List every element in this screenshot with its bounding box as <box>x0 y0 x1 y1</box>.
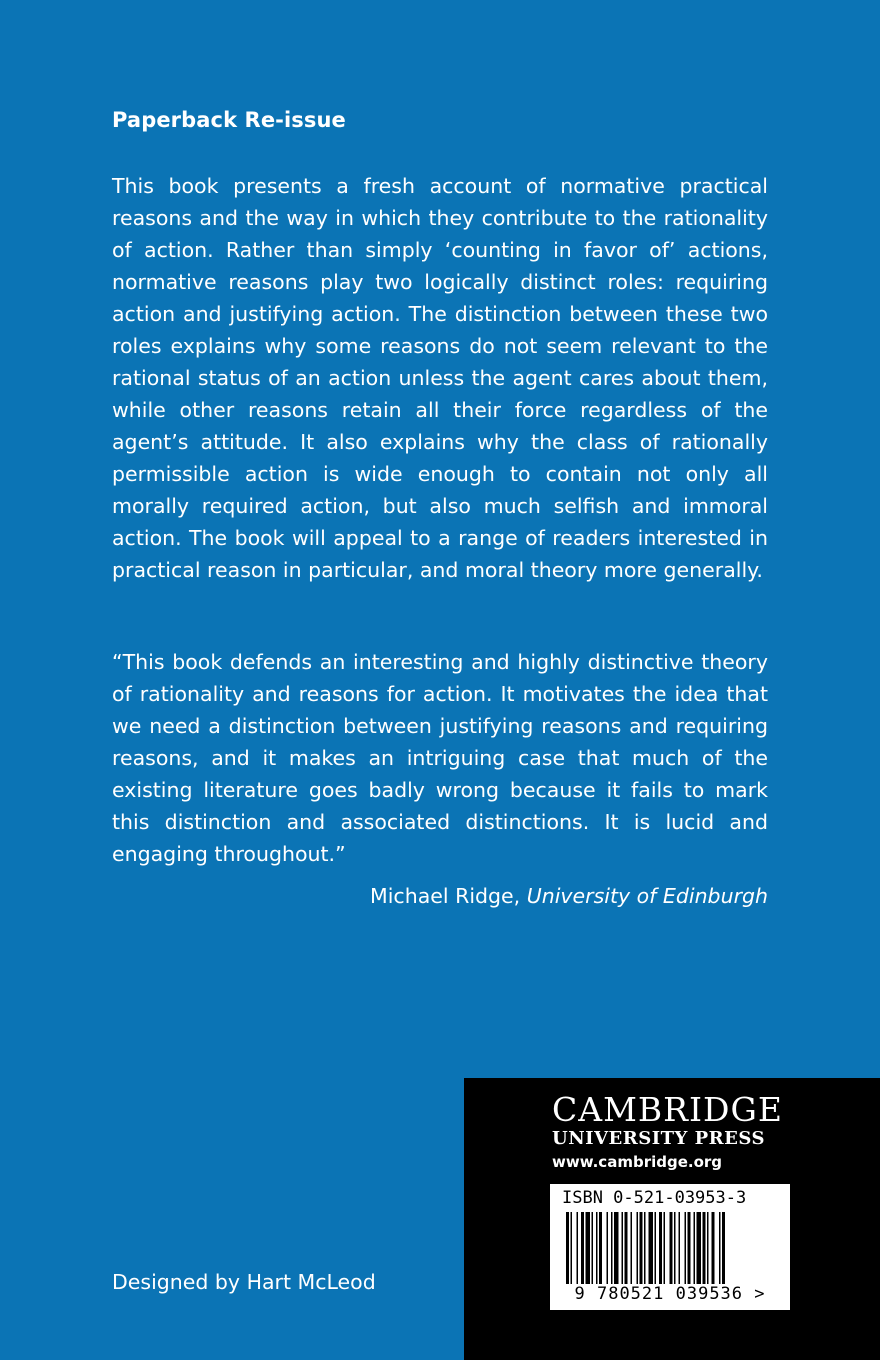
isbn-label: ISBN 0-521-03953-3 <box>562 1188 747 1208</box>
publisher-name: CAMBRIDGE <box>552 1090 783 1129</box>
publisher-block <box>464 1078 880 1360</box>
barcode-panel <box>550 1184 790 1310</box>
reviewer-name: Michael Ridge, <box>370 884 527 908</box>
publisher-subtitle: UNIVERSITY PRESS <box>552 1128 765 1149</box>
barcode-icon <box>566 1212 774 1284</box>
section-heading: Paperback Re-issue <box>112 108 346 132</box>
designer-credit: Designed by Hart McLeod <box>112 1270 376 1294</box>
book-description: This book presents a fresh account of normative practical reasons and the way in which they contribute to the rationality of action. Rather than simply ‘counting in favor of’ actions, normative reasons play two logically distinct roles: requiring action and justifying action. The distinction between these two roles explains why some reasons do not seem relevant to the rational status of an action unless the agent cares about them, while other reasons retain all their force regardless of the agent’s attitude. It also explains why the class of rationally permissible action is wide enough to contain not only all morally required action, but also much selfish and immoral action. The book will appeal to a range of readers interested in practical reason in particular, and moral theory more generally. <box>112 174 768 582</box>
barcode-number: 9 780521 039536 > <box>574 1284 766 1304</box>
publisher-url: www.cambridge.org <box>552 1153 723 1171</box>
reviewer-affiliation: University of Edinburgh <box>526 884 768 908</box>
endorsement-quote: “This book defends an interesting and highly distinctive theory of rationality and reasons for action. It motivates the idea that we need a distinction between justifying reasons and requiring reasons, and it makes an intriguing case that much of the existing literature goes badly wrong because it fails to mark this distinction and associated distinctions. It is lucid and engaging throughout.” <box>112 650 768 866</box>
quote-attribution <box>370 880 768 912</box>
